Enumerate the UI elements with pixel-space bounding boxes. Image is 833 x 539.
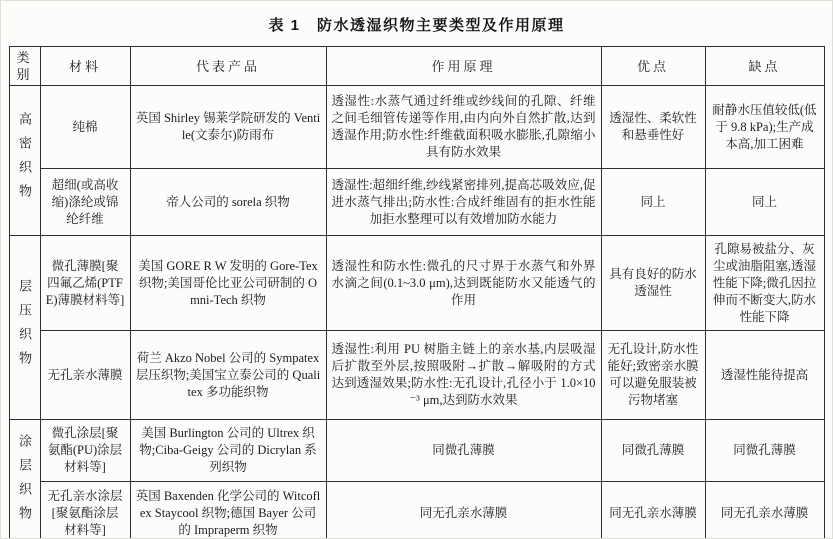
advantage-cell: 无孔设计,防水性能好;致密亲水膜可以避免服装被污物堵塞	[601, 331, 705, 420]
disadvantage-cell: 同微孔薄膜	[705, 420, 824, 482]
col-header-principle: 作用原理	[326, 47, 601, 86]
advantage-cell: 同微孔薄膜	[601, 420, 705, 482]
disadvantage-cell: 孔隙易被盐分、灰尘或油脂阻塞,透湿性能下降;微孔因拉伸而不断变大,防水性能下降	[705, 236, 824, 331]
material-cell: 微孔薄膜[聚四氟乙烯(PTFE)薄膜材料等]	[40, 236, 130, 331]
product-cell: 美国 Burlington 公司的 Ultrex 织物;Ciba-Geigy 公司的 Dicrylan 系列织物	[130, 420, 326, 482]
principle-cell: 同无孔亲水薄膜	[326, 482, 601, 539]
category-cell-coated	[9, 420, 40, 539]
disadvantage-cell: 同无孔亲水薄膜	[705, 482, 824, 539]
col-header-material: 材料	[40, 47, 130, 86]
col-header-disadvantage: 缺点	[705, 47, 824, 86]
material-cell: 超细(或高收缩)涤纶或锦纶纤维	[40, 169, 130, 236]
principle-cell: 透湿性:利用 PU 树脂主链上的亲水基,内层吸湿后扩散至外层,按照吸附→扩散→解吸附的方式达到透湿效果;防水性:无孔设计,孔径小于 1.0×10⁻³ μm,达到防水效果	[326, 331, 601, 420]
table-row	[9, 86, 824, 169]
material-cell: 微孔涂层[聚氨酯(PU)涂层材料等]	[40, 420, 130, 482]
advantage-cell: 透湿性、柔软性和悬垂性好	[601, 86, 705, 169]
material-cell: 无孔亲水薄膜	[40, 331, 130, 420]
product-cell: 英国 Baxenden 化学公司的 Witcoflex Staycool 织物;德国 Bayer 公司的 Impraperm 织物	[130, 482, 326, 539]
principle-cell: 透湿性:水蒸气通过纤维或纱线间的孔隙、纤维之间毛细管传递等作用,由内向外自然扩散,达到透湿作用;防水性:纤维截面积吸水膨胀,孔隙缩小具有防水效果	[326, 86, 601, 169]
table-row	[9, 169, 824, 236]
col-header-product: 代表产品	[130, 47, 326, 86]
header-row	[9, 47, 824, 86]
table-row	[9, 236, 824, 331]
advantage-cell: 同无孔亲水薄膜	[601, 482, 705, 539]
category-cell-high-density	[9, 86, 40, 236]
col-header-category: 类别	[9, 47, 40, 86]
advantage-cell: 同上	[601, 169, 705, 236]
table-row	[9, 482, 824, 539]
table-row	[9, 420, 824, 482]
disadvantage-cell: 透湿性能待提高	[705, 331, 824, 420]
category-cell-laminated	[9, 236, 40, 420]
product-cell: 荷兰 Akzo Nobel 公司的 Sympatex 层压织物;美国宝立泰公司的 Qualitex 多功能织物	[130, 331, 326, 420]
disadvantage-cell: 同上	[705, 169, 824, 236]
principle-cell: 透湿性和防水性:微孔的尺寸界于水蒸气和外界水滴之间(0.1~3.0 μm),达到既能防水又能透气的作用	[326, 236, 601, 331]
category-label: 涂层织物	[17, 433, 32, 530]
principle-cell: 透湿性:超细纤维,纱线紧密排列,提高芯吸效应,促进水蒸气排出;防水性:合成纤维固有的拒水性能加拒水整理可以有效增加防水能力	[326, 169, 601, 236]
material-cell: 无孔亲水涂层[聚氨酯涂层材料等]	[40, 482, 130, 539]
category-label: 层压织物	[17, 279, 32, 375]
col-header-advantage: 优点	[601, 47, 705, 86]
table-title: 表 1 防水透湿织物主要类型及作用原理	[268, 17, 565, 34]
disadvantage-cell: 耐静水压值较低(低于 9.8 kPa);生产成本高,加工困难	[705, 86, 824, 169]
product-cell: 帝人公司的 sorela 织物	[130, 169, 326, 236]
product-cell: 美国 GORE R W 发明的 Gore-Tex 织物;美国哥伦比亚公司研制的 Omni-Tech 织物	[130, 236, 326, 331]
product-cell: 英国 Shirley 锡莱学院研发的 Ventile(文泰尔)防雨布	[130, 86, 326, 169]
principle-cell: 同微孔薄膜	[326, 420, 601, 482]
waterproof-fabric-table	[9, 46, 825, 539]
material-cell: 纯棉	[40, 86, 130, 169]
category-label: 高密织物	[17, 112, 32, 208]
table-row	[9, 331, 824, 420]
advantage-cell: 具有良好的防水透湿性	[601, 236, 705, 331]
